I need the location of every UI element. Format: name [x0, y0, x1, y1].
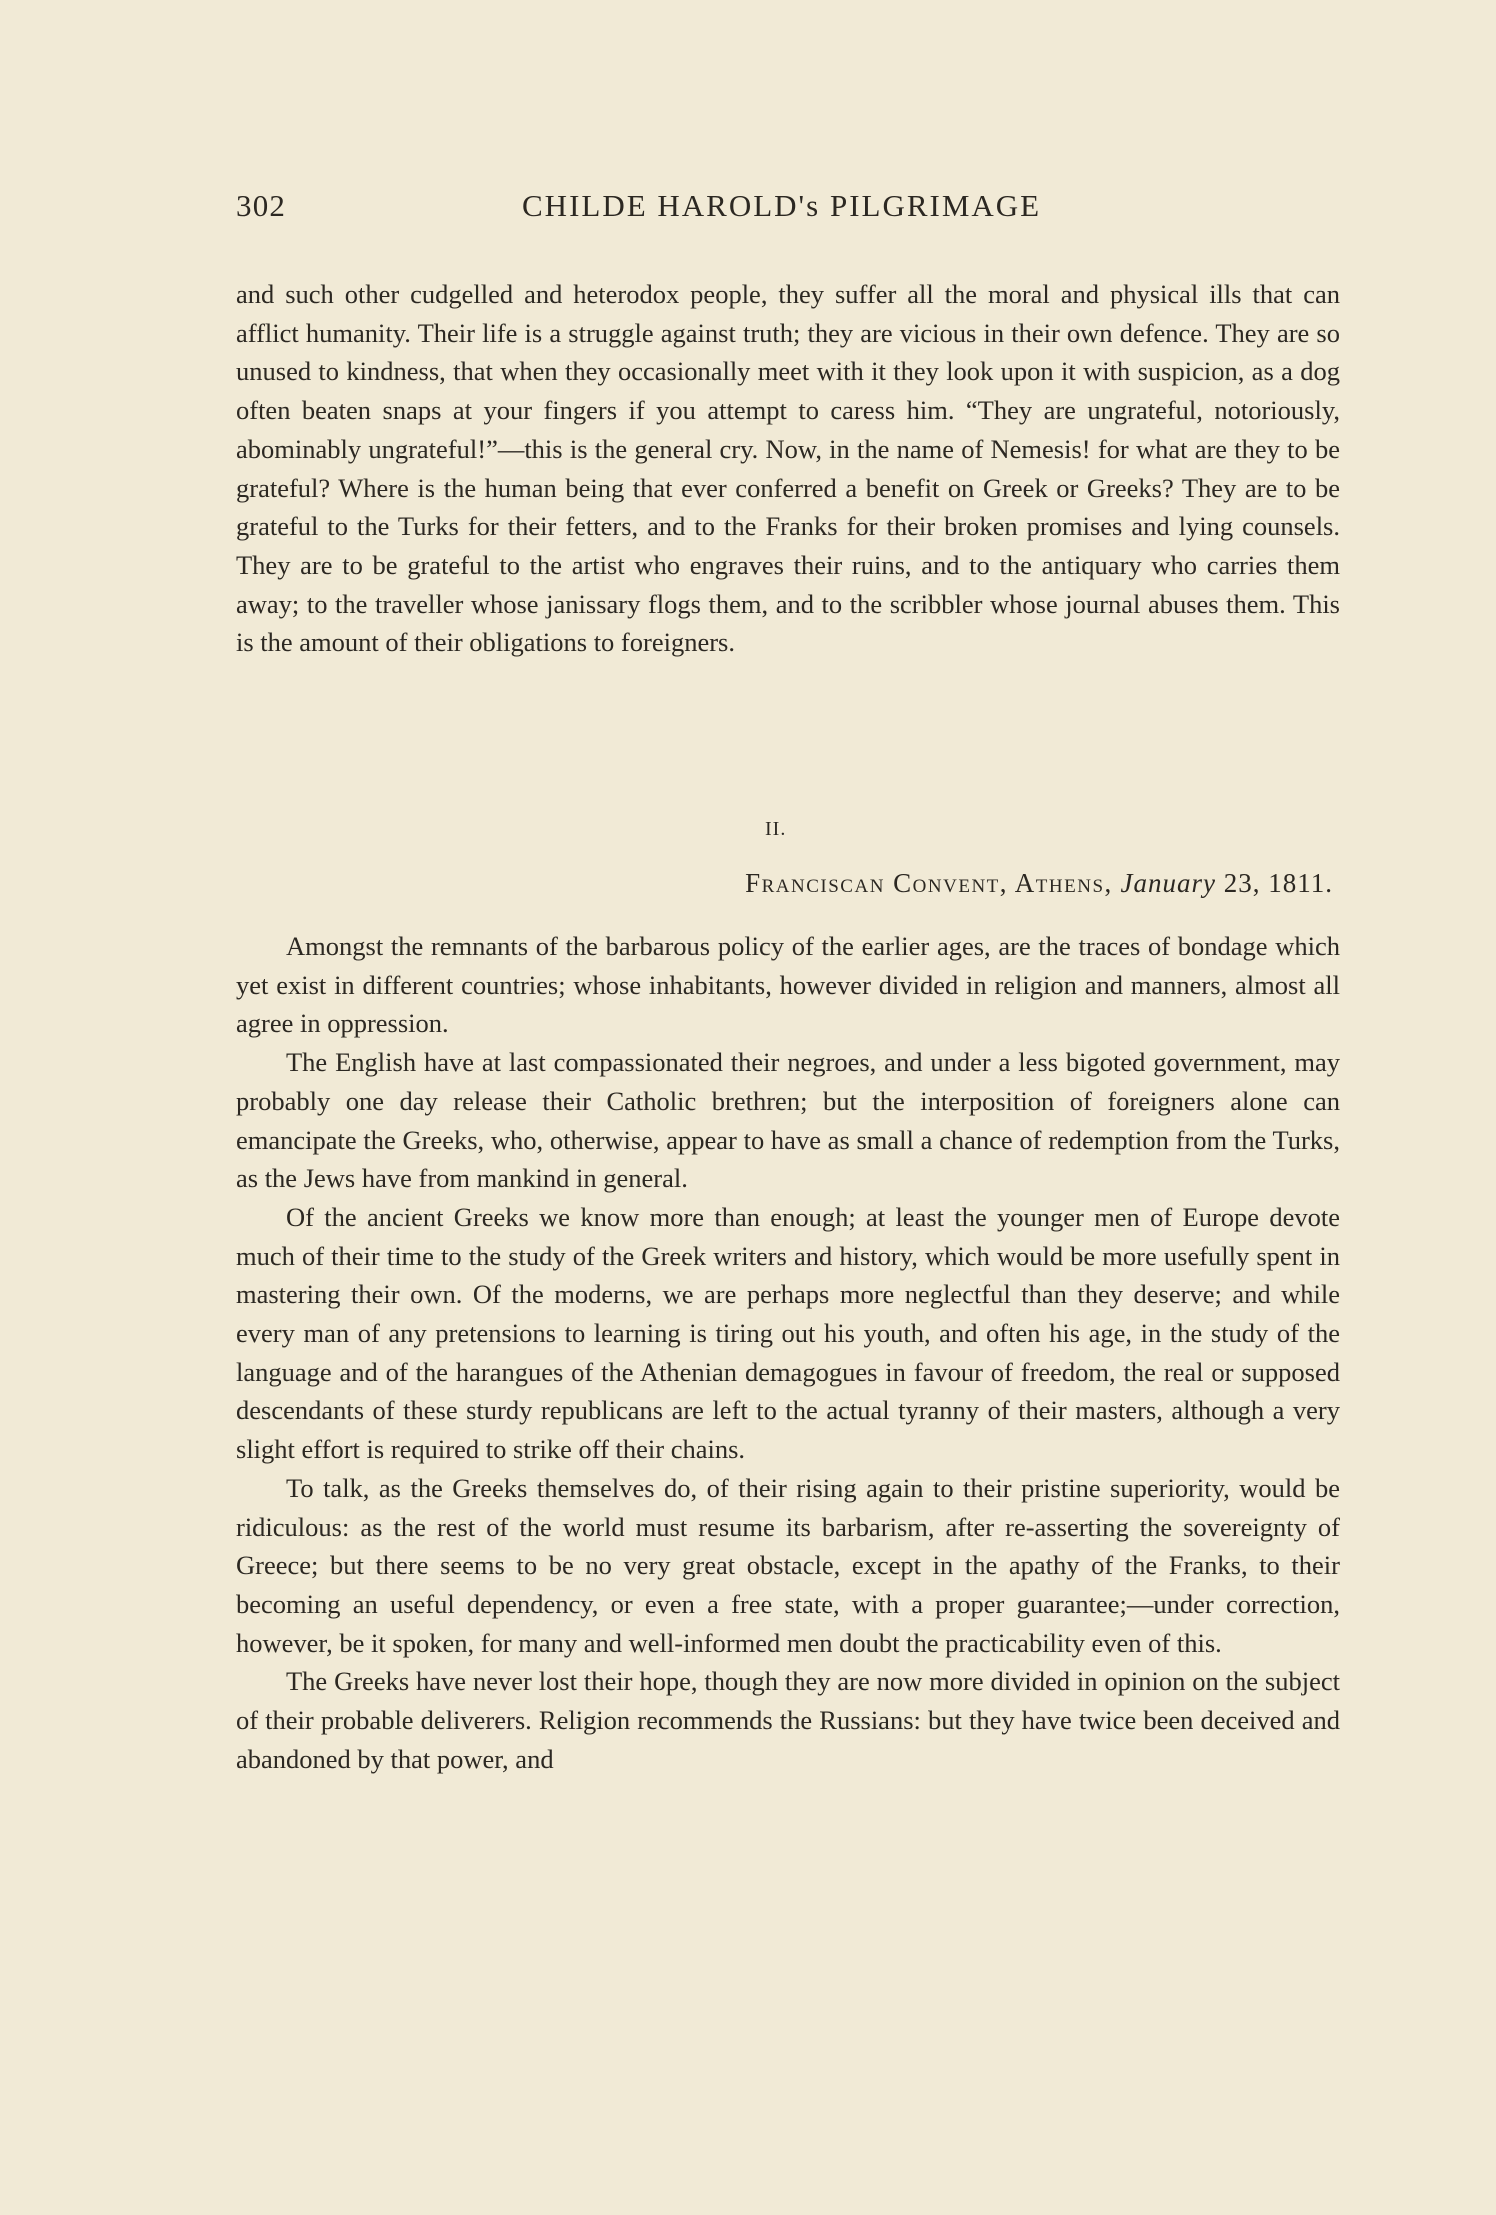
paragraph: The English have at last compassionated their negroes, and under a less bigoted government, may probably one day release their Catholic brethren; but the interposition of foreigners alone can emancipate the Greeks, who, otherwise, appear to have as small a chance of redemption from the Turks, as the Jews have from mankind in general.: [236, 1047, 1340, 1194]
letter-dateline: [745, 868, 1333, 899]
dateline-date: 23, 1811.: [1223, 868, 1333, 898]
continued-paragraph: and such other cudgelled and heterodox people, they suffer all the moral and physical ills that can afflict humanity. Their life is a struggle against truth; they are vicious in their own defence. They are so unused to kindness, that when they occasionally meet with it they look upon it with suspicion, as a dog often beaten snaps at your fingers if you attempt to caress him. “They are ungrateful, notoriously, abominably ungrateful!”—this is the general cry. Now, in the name of Nemesis! for what are they to be grateful? Where is the human being that ever conferred a benefit on Greek or Greeks? They are to be grateful to the Turks for their fetters, and to the Franks for their broken promises and lying counsels. They are to be grateful to the artist who engraves their ruins, and to the antiquary who carries them away; to the traveller whose janissary flogs them, and to the scribbler whose journal abuses them. This is the amount of their obligations to foreigners.: [236, 279, 1340, 658]
page-number: 302: [236, 188, 287, 223]
continued-paragraph-block: [236, 275, 1340, 662]
dateline-place: Franciscan Convent, Athens,: [745, 868, 1113, 898]
running-title: CHILDE HAROLD's PILGRIMAGE: [522, 188, 1042, 223]
paragraph: Amongst the remnants of the barbarous policy of the earlier ages, are the traces of bondage which yet exist in different countries; whose inhabitants, however divided in religion and manners, almost all agree in oppression.: [236, 931, 1340, 1039]
paragraph: The Greeks have never lost their hope, though they are now more divided in opinion on the subject of their probable deliverers. Religion recommends the Russians: but they have twice been deceived and abandoned by that power, and: [236, 1666, 1340, 1774]
letter-body: [236, 927, 1340, 1778]
section-number: II.: [765, 818, 787, 840]
dateline-month: January: [1120, 868, 1216, 898]
running-head: [236, 188, 1336, 232]
paragraph: To talk, as the Greeks themselves do, of their rising again to their pristine superiority, would be ridiculous: as the rest of the world must resume its barbarism, after re-asserting the sovereignty of Greece; but there seems to be no very great obstacle, except in the apathy of the Franks, to their becoming an useful dependency, or even a free state, with a proper guarantee;—under correction, however, be it spoken, for many and well-informed men doubt the practicability even of this.: [236, 1472, 1340, 1658]
paragraph: Of the ancient Greeks we know more than enough; at least the younger men of Europe devote much of their time to the study of the Greek writers and history, which would be more usefully spent in mastering their own. Of the moderns, we are perhaps more neglectful than they deserve; and while every man of any pretensions to learning is tiring out his youth, and often his age, in the study of the language and of the harangues of the Athenian demagogues in favour of freedom, the real or supposed descendants of these sturdy republicans are left to the actual tyranny of their masters, although a very slight effort is required to strike off their chains.: [236, 1201, 1340, 1465]
